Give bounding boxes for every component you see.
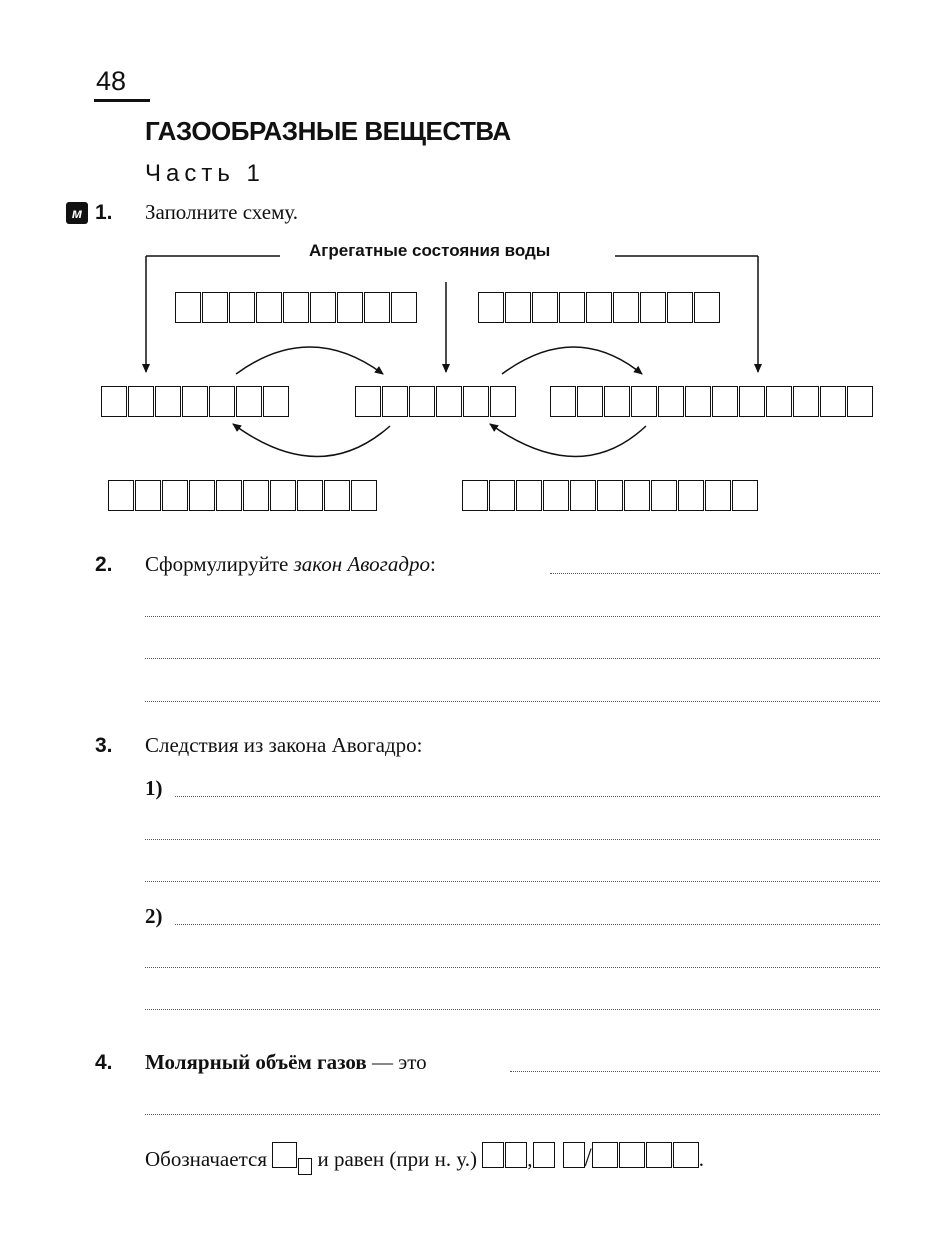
- letter-box[interactable]: [613, 292, 639, 323]
- letter-box[interactable]: [155, 386, 181, 417]
- q1-number: 1.: [95, 201, 113, 224]
- letter-box[interactable]: [436, 386, 462, 417]
- letter-box[interactable]: [505, 292, 531, 323]
- letter-box[interactable]: [489, 480, 515, 511]
- letter-box[interactable]: [364, 292, 390, 323]
- letter-box[interactable]: [297, 480, 323, 511]
- letter-box[interactable]: [162, 480, 188, 511]
- letter-box[interactable]: [532, 292, 558, 323]
- letter-box[interactable]: [101, 386, 127, 417]
- letter-box[interactable]: [256, 292, 282, 323]
- scheme-title: Агрегатные состояния воды: [309, 241, 551, 260]
- q4-notation: Обозначается и равен (при н. у.) , / .: [145, 1142, 704, 1175]
- q4-number: 4.: [95, 1051, 113, 1074]
- letter-box[interactable]: [640, 292, 666, 323]
- q1-text: Заполните схему.: [145, 200, 299, 224]
- answer-boxes-mid-left[interactable]: [101, 386, 290, 417]
- letter-box[interactable]: [559, 292, 585, 323]
- letter-box[interactable]: [705, 480, 731, 511]
- letter-box[interactable]: [409, 386, 435, 417]
- q3-number: 3.: [95, 734, 113, 757]
- arrow-curve-left-forward: [236, 347, 383, 374]
- scheme-arrows: [0, 0, 939, 560]
- letter-box[interactable]: [202, 292, 228, 323]
- letter-box[interactable]: [586, 292, 612, 323]
- letter-box[interactable]: [189, 480, 215, 511]
- q4-answer-line-1[interactable]: [510, 1071, 880, 1072]
- letter-box[interactable]: [766, 386, 792, 417]
- letter-box[interactable]: [324, 480, 350, 511]
- letter-box[interactable]: [462, 480, 488, 511]
- letter-box[interactable]: [175, 292, 201, 323]
- letter-box[interactable]: [490, 386, 516, 417]
- letter-box[interactable]: [550, 386, 576, 417]
- value-digit-box-2[interactable]: [505, 1142, 527, 1168]
- answer-boxes-mid-center[interactable]: [355, 386, 517, 417]
- arrow-curve-right-forward: [502, 347, 642, 374]
- symbol-box[interactable]: [272, 1142, 297, 1168]
- q2-number: 2.: [95, 553, 113, 576]
- letter-box[interactable]: [391, 292, 417, 323]
- letter-box[interactable]: [712, 386, 738, 417]
- letter-box[interactable]: [847, 386, 873, 417]
- part-label: Часть 1: [145, 160, 265, 187]
- q4-answer-line-2[interactable]: [145, 1114, 880, 1115]
- answer-boxes-bottom-left[interactable]: [108, 480, 378, 511]
- letter-box[interactable]: [463, 386, 489, 417]
- m-badge-icon: м: [66, 202, 88, 224]
- page-number: 48: [96, 66, 127, 96]
- letter-box[interactable]: [209, 386, 235, 417]
- letter-box[interactable]: [135, 480, 161, 511]
- unit-box-4[interactable]: [673, 1142, 699, 1168]
- q3-item-2-label: 2): [145, 904, 163, 928]
- letter-box[interactable]: [694, 292, 720, 323]
- letter-box[interactable]: [182, 386, 208, 417]
- letter-box[interactable]: [216, 480, 242, 511]
- letter-box[interactable]: [658, 386, 684, 417]
- letter-box[interactable]: [263, 386, 289, 417]
- q2-answer-line-3[interactable]: [145, 658, 880, 659]
- letter-box[interactable]: [685, 386, 711, 417]
- letter-box[interactable]: [604, 386, 630, 417]
- letter-box[interactable]: [570, 480, 596, 511]
- letter-box[interactable]: [310, 292, 336, 323]
- letter-box[interactable]: [651, 480, 677, 511]
- q2-text: Сформулируйте закон Авогадро:: [145, 552, 436, 576]
- q2-answer-line-1[interactable]: [550, 573, 880, 574]
- letter-box[interactable]: [516, 480, 542, 511]
- q3-item-2-line-1[interactable]: [175, 924, 880, 925]
- q4-text: Молярный объём газов — это: [145, 1050, 427, 1074]
- q3-item-2-line-2[interactable]: [145, 967, 880, 968]
- letter-box[interactable]: [337, 292, 363, 323]
- letter-box[interactable]: [543, 480, 569, 511]
- value-digit-box-1[interactable]: [482, 1142, 504, 1168]
- arrow-curve-left-back: [233, 424, 390, 457]
- letter-box[interactable]: [128, 386, 154, 417]
- q3-item-1-line-1[interactable]: [175, 796, 880, 797]
- answer-boxes-top-right[interactable]: [478, 292, 721, 323]
- letter-box[interactable]: [820, 386, 846, 417]
- letter-box[interactable]: [732, 480, 758, 511]
- answer-boxes-bottom-right[interactable]: [462, 480, 759, 511]
- letter-box[interactable]: [283, 292, 309, 323]
- unit-box-3[interactable]: [646, 1142, 672, 1168]
- letter-box[interactable]: [236, 386, 262, 417]
- letter-box[interactable]: [270, 480, 296, 511]
- q3-item-2-line-3[interactable]: [145, 1009, 880, 1010]
- letter-box[interactable]: [108, 480, 134, 511]
- value-digit-box-3[interactable]: [533, 1142, 555, 1168]
- letter-box[interactable]: [351, 480, 377, 511]
- letter-box[interactable]: [243, 480, 269, 511]
- q3-item-1-label: 1): [145, 776, 163, 800]
- arrow-curve-right-back: [490, 424, 646, 457]
- letter-box[interactable]: [577, 386, 603, 417]
- answer-boxes-mid-right[interactable]: [550, 386, 874, 417]
- q3-item-1-line-3[interactable]: [145, 881, 880, 882]
- page-title: ГАЗООБРАЗНЫЕ ВЕЩЕСТВА: [145, 116, 511, 146]
- unit-box-2[interactable]: [619, 1142, 645, 1168]
- letter-box[interactable]: [793, 386, 819, 417]
- letter-box[interactable]: [739, 386, 765, 417]
- letter-box[interactable]: [631, 386, 657, 417]
- symbol-subscript-box[interactable]: [298, 1158, 312, 1175]
- letter-box[interactable]: [355, 386, 381, 417]
- letter-box[interactable]: [229, 292, 255, 323]
- letter-box[interactable]: [678, 480, 704, 511]
- unit-box-1[interactable]: [592, 1142, 618, 1168]
- letter-box[interactable]: [478, 292, 504, 323]
- q2-answer-line-2[interactable]: [145, 616, 880, 617]
- q3-item-1-line-2[interactable]: [145, 839, 880, 840]
- q2-answer-line-4[interactable]: [145, 701, 880, 702]
- value-digit-box-4[interactable]: [563, 1142, 585, 1168]
- q3-text: Следствия из закона Авогадро:: [145, 733, 423, 757]
- letter-box[interactable]: [597, 480, 623, 511]
- answer-boxes-top-left[interactable]: [175, 292, 418, 323]
- letter-box[interactable]: [624, 480, 650, 511]
- letter-box[interactable]: [382, 386, 408, 417]
- letter-box[interactable]: [667, 292, 693, 323]
